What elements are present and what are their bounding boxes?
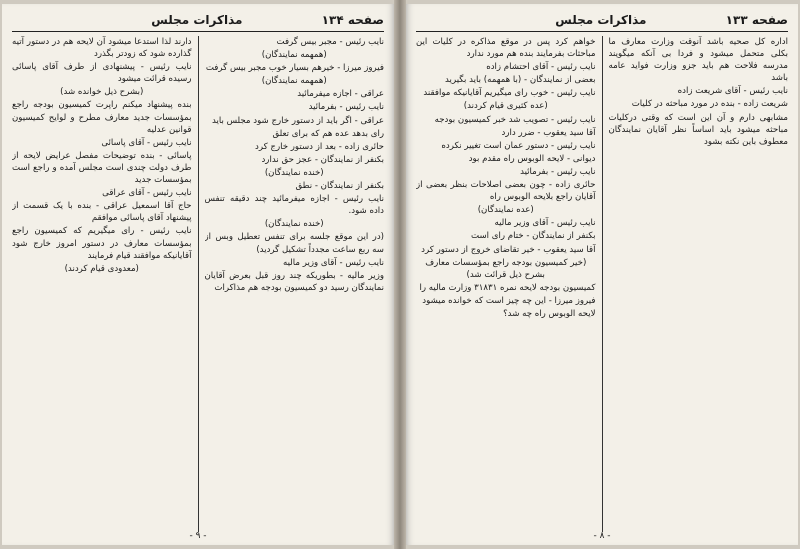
- right-page-columns: [416, 36, 788, 532]
- text-line: (خیر کمیسیون بودجه راجع بمؤسسات معارف بشرح ذیل قرائت شد): [425, 257, 587, 280]
- left-page: [2, 4, 394, 545]
- text-line: فیروز میرزا - این چه چیز است که خوانده میشود: [422, 295, 596, 306]
- text-line: نایب رئیس - خوب رای میگیریم آقایانیکه موافقند: [423, 88, 596, 99]
- right-page-left-column: [416, 36, 596, 532]
- text-line: خواهم کرد پس در موقع مذاکره در کلیات این مباحثات بفرمایند بنده هم مورد ندارد: [416, 37, 596, 60]
- text-line: (عده نمایندگان): [477, 205, 534, 216]
- right-page-header: [416, 12, 788, 32]
- text-line: عراقی - اجازه میفرمائید: [297, 89, 384, 100]
- text-line: شریعت زاده - بنده در مورد مباحثه در کلیات: [631, 99, 788, 110]
- right-page-footer: - ۸ -: [593, 531, 611, 541]
- column-rule: [602, 36, 603, 532]
- text-line: کمیسیون بودجه لایحه نمره ۳۱۸۳۱ وزارت مالیه را: [419, 282, 596, 293]
- right-page-right-column: [609, 36, 789, 532]
- text-line: دیوانی - لایحه الوبوس راه مقدم بود: [468, 153, 596, 164]
- left-page-title: مذاکرات مجلس: [151, 13, 243, 27]
- text-line: لایحه الوبوس راه چه شد؟: [503, 308, 596, 319]
- left-page-right-column: [205, 36, 385, 532]
- text-line: بنده پیشنهاد میکنم راپرت کمیسیون بودجه راجع بمؤسسات جدید معارف مطرح و لوایح کمیسیون قوانین عدلیه: [12, 100, 192, 135]
- text-line: (عده کثیری قیام کردند): [463, 101, 548, 112]
- text-line: بکنفر از نمایندگان - عجز حق ندارد: [261, 154, 384, 165]
- text-line: نایب رئیس - تصویب شد خبر کمیسیون بودجه: [434, 114, 596, 125]
- text-line: نایب رئیس - آقای وزیر مالیه: [494, 218, 596, 229]
- text-line: (در این موقع جلسه برای تنفس تعطیل وبس از سه ربع ساعت مجدداً تشکیل گردید): [204, 232, 384, 255]
- text-line: نایب رئیس - بفرمائید: [308, 102, 384, 113]
- left-page-columns: [12, 36, 384, 532]
- text-line: نایب رئیس - مجبر بیس گرفت: [276, 37, 384, 47]
- text-line: فیروز میرزا - خیرهم بسیار خوب مجبر بیس گرفت: [205, 63, 384, 74]
- text-line: مشابهی دارم و آن این است که وقتی درکلیات مباحثه میشود باید اساساً نظر آقایان نمایندگان معطوف باین نکته بشود: [608, 112, 788, 147]
- text-line: حائری زاده - چون بعضی اصلاحات بنظر بعضی از آقایان راجع بلایحه الوبوس راه: [416, 180, 596, 203]
- text-line: (معدودی قیام کردند): [64, 263, 139, 274]
- text-line: آقا سید یعقوب - خیر تقاضای خروج از دستور کرد: [421, 244, 596, 255]
- text-line: نایب رئیس - اجازه میفرمائید چند دقیقه تنفس داده شود.: [204, 194, 384, 217]
- text-line: آقا سید یعقوب - ضرر دارد: [501, 127, 596, 138]
- text-line: نایب رئیس - آقای وزیر مالیه: [282, 257, 384, 268]
- text-line: (خنده نمایندگان): [264, 219, 324, 230]
- right-page-number-heading: صفحه ۱۳۳: [725, 13, 788, 27]
- text-line: بکنفر از نمایندگان - ختام رای است: [471, 231, 596, 242]
- text-line: وزیر مالیه - بطوریکه چند روز قبل بعرض آقایان نمایندگان رسید دو کمیسیون بودجه هم مذاکرات: [204, 270, 384, 293]
- text-line: نایب رئیس - آقای پاسائی: [101, 137, 192, 148]
- right-page: [406, 4, 798, 545]
- text-line: بعضی از نمایندگان - (با همهمه) باید بگیرید: [445, 75, 596, 86]
- right-page-title: مذاکرات مجلس: [555, 13, 647, 27]
- column-rule: [198, 36, 199, 532]
- text-line: بکنفر از نمایندگان - نطق: [295, 181, 384, 192]
- text-line: حائری زاده - بعد از دستور خارج کرد: [255, 141, 384, 152]
- text-line: (بشرح ذیل خوانده شد): [60, 87, 144, 98]
- left-page-header: [12, 12, 384, 32]
- book-gutter: [394, 0, 406, 549]
- text-line: نایب رئیس - آقای احتشام زاده: [486, 62, 596, 73]
- left-page-number-heading: صفحه ۱۳۴: [321, 13, 384, 27]
- text-line: نایب رئیس - آقای شریعت زاده: [677, 86, 788, 97]
- text-line: دارند لذا استدعا میشود آن لایحه هم در دستور آتیه گذارده شود که زودتر بگذرد: [12, 37, 192, 60]
- left-page-footer: - ۹ -: [189, 531, 207, 541]
- left-page-left-column: [12, 36, 192, 532]
- text-line: عراقی - اگر باید از دستور خارج شود مجلس باید: [211, 115, 384, 126]
- text-line: نایب رئیس - بفرمائید: [520, 166, 596, 177]
- text-line: حاج آقا اسمعیل عراقی - بنده با یک قسمت از پیشنهاد آقای پاسائی موافقم: [12, 201, 192, 224]
- text-line: (خنده نمایندگان): [264, 167, 324, 178]
- text-line: نایب رئیس - دستور عمان است تغییر نکرده: [441, 140, 596, 151]
- text-line: رای بدهد عده هم که برای تعلق: [272, 128, 384, 139]
- text-line: پاسائی - بنده توضیحات مفصل عرایض لایحه از طرف دولت چندی است مجلس آمده و راجع است بمؤسسات جدید: [12, 150, 192, 186]
- text-line: (همهمه نمایندگان): [261, 50, 327, 61]
- text-line: (همهمه نمایندگان): [261, 76, 327, 87]
- text-line: نایب رئیس - رای میگیریم که کمیسیون راجع بمؤسسات معارف در دستور امروز خارج شود آقایانیکه موافقند قیام فرمایند: [12, 226, 192, 261]
- text-line: اداره کل صحیه باشد آنوقت وزارت معارف ما بکلی متحمل میشود و فردا بی آنکه میگویند مدرسه فلاحت هم باید جزو وزارت فواید عامه باشد: [608, 37, 788, 84]
- text-line: نایب رئیس - پیشنهادی از طرف آقای پاسائی رسیده قرائت میشود: [12, 62, 192, 85]
- text-line: نایب رئیس - آقای عراقی: [102, 188, 192, 199]
